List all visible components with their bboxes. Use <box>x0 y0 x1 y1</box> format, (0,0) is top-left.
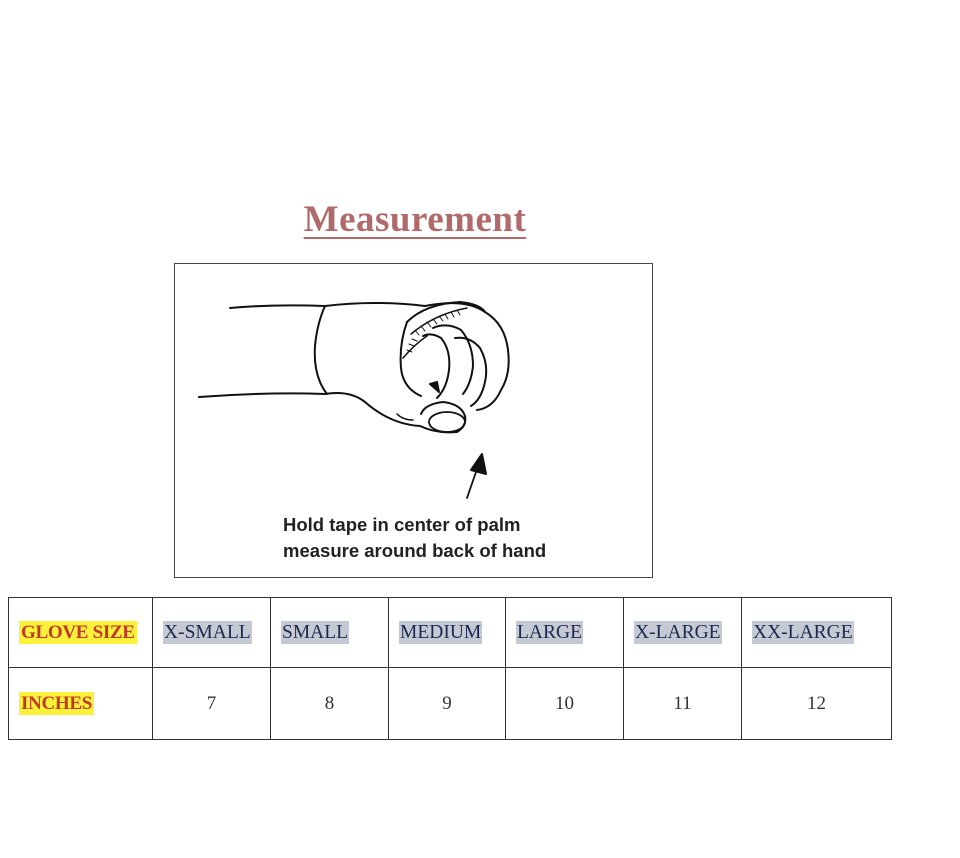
row-header-inches: INCHES <box>9 668 153 740</box>
inches-cell-xl: 11 <box>624 668 742 740</box>
table-row-glove-size <box>9 598 892 668</box>
table-row-inches <box>9 668 892 740</box>
inches-cell-s: 8 <box>271 668 389 740</box>
size-cell-xxl: XX-LARGE <box>742 598 892 668</box>
measurement-instruction <box>283 512 546 564</box>
instruction-line-2: measure around back of hand <box>283 540 547 561</box>
inches-cell-xs: 7 <box>153 668 271 740</box>
inches-cell-l: 10 <box>506 668 624 740</box>
inches-cell-xxl: 12 <box>742 668 892 740</box>
hand-measurement-figure <box>174 263 653 578</box>
glove-size-table <box>8 597 892 740</box>
instruction-line-1: Hold tape in center of palm <box>283 514 521 535</box>
size-cell-m: MEDIUM <box>389 598 506 668</box>
size-cell-xs: X-SMALL <box>153 598 271 668</box>
size-cell-s: SMALL <box>271 598 389 668</box>
size-cell-xl: X-LARGE <box>624 598 742 668</box>
page-title: Measurement <box>303 199 527 240</box>
size-cell-l: LARGE <box>506 598 624 668</box>
inches-cell-m: 9 <box>389 668 506 740</box>
row-header-glove-size: GLOVE SIZE <box>9 598 153 668</box>
